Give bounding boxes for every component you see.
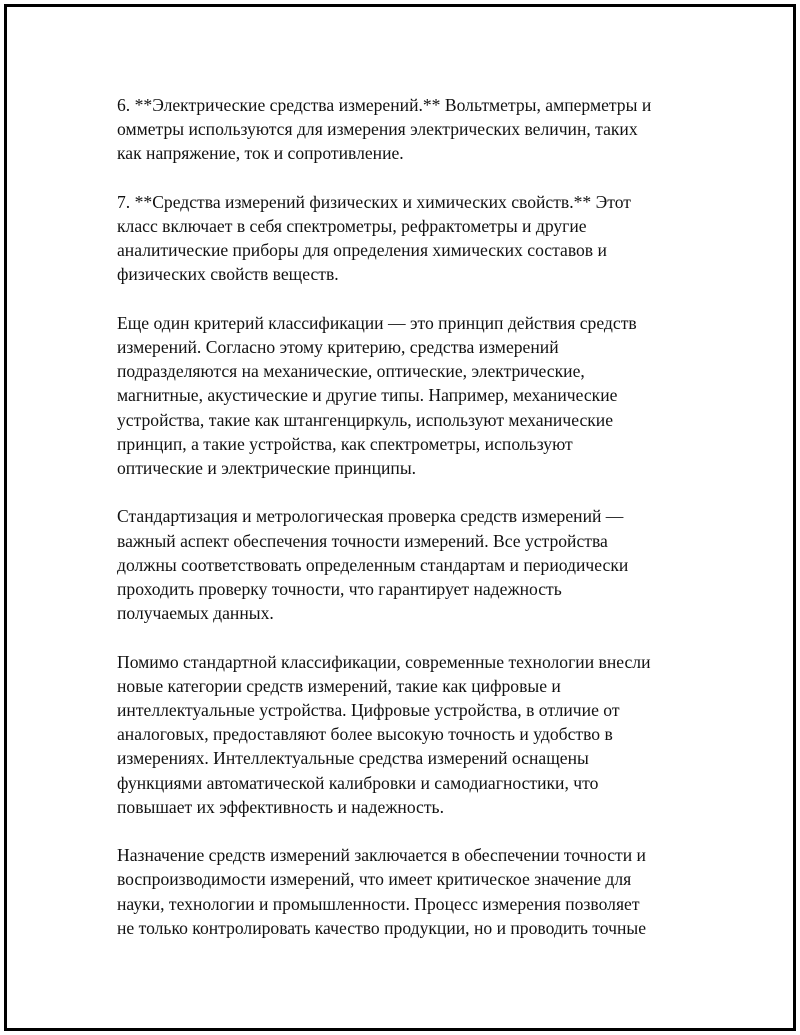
text-line: 7. **Средства измерений физических и химических свойств.** Этот bbox=[117, 191, 631, 212]
text-line: интеллектуальные устройства. Цифровые устройства, в отличие от bbox=[117, 700, 620, 721]
text-line: функциями автоматической калибровки и самодиагностики, что bbox=[117, 772, 599, 793]
text-line: 6. **Электрические средства измерений.** Вольтметры, амперметры и bbox=[117, 95, 652, 115]
paragraph-operating-principle bbox=[117, 311, 697, 480]
paragraph-modern-technologies bbox=[117, 650, 697, 819]
text-line: получаемых данных. bbox=[117, 603, 274, 624]
document-body bbox=[117, 93, 697, 964]
text-line: Еще один критерий классификации — это принцип действия средств bbox=[117, 312, 637, 333]
text-line: Стандартизация и метрологическая проверка средств измерений — bbox=[117, 506, 624, 527]
text-line: класс включает в себя спектрометры, рефрактометры и другие bbox=[117, 216, 587, 236]
text-line: омметры используются для измерения электрических величин, таких bbox=[117, 119, 638, 140]
paragraph-physical-chemical-instruments bbox=[117, 190, 697, 287]
text-line: оптические и электрические принципы. bbox=[117, 458, 417, 479]
text-line: устройства, такие как штангенциркуль, используют механические bbox=[117, 409, 614, 430]
text-line: не только контролировать качество продукции, но и проводить точные bbox=[117, 917, 647, 938]
text-line: Помимо стандартной классификации, современные технологии внесли bbox=[117, 651, 651, 672]
text-line: принцип, а такие устройства, как спектрометры, используют bbox=[117, 433, 573, 454]
text-line: важный аспект обеспечения точности измерений. Все устройства bbox=[117, 530, 608, 551]
text-line: магнитные, акустические и другие типы. Например, механические bbox=[117, 385, 618, 406]
text-line: науки, технологии и промышленности. Процесс измерения позволяет bbox=[117, 893, 640, 914]
text-line: измерениях. Интеллектуальные средства измерений оснащены bbox=[117, 748, 589, 769]
text-line: аналитические приборы для определения химических составов и bbox=[117, 240, 607, 261]
text-line: новые категории средств измерений, такие как цифровые и bbox=[117, 675, 561, 696]
text-line: физических свойств веществ. bbox=[117, 264, 339, 285]
paragraph-purpose bbox=[117, 843, 697, 940]
text-line: повышает их эффективность и надежность. bbox=[117, 796, 444, 817]
text-line: аналоговых, предоставляют более высокую точность и удобство в bbox=[117, 724, 613, 745]
paragraph-standardization bbox=[117, 504, 697, 625]
text-line: Назначение средств измерений заключается в обеспечении точности и bbox=[117, 845, 646, 866]
text-line: проходить проверку точности, что гарантирует надежность bbox=[117, 579, 562, 600]
text-line: должны соответствовать определенным стандартам и периодически bbox=[117, 554, 629, 575]
text-line: измерений. Согласно этому критерию, средства измерений bbox=[117, 337, 559, 357]
text-line: подразделяются на механические, оптические, электрические, bbox=[117, 361, 585, 382]
text-line: как напряжение, ток и сопротивление. bbox=[117, 143, 404, 164]
paragraph-electrical-instruments bbox=[117, 93, 697, 166]
text-line: воспроизводимости измерений, что имеет критическое значение для bbox=[117, 869, 632, 890]
